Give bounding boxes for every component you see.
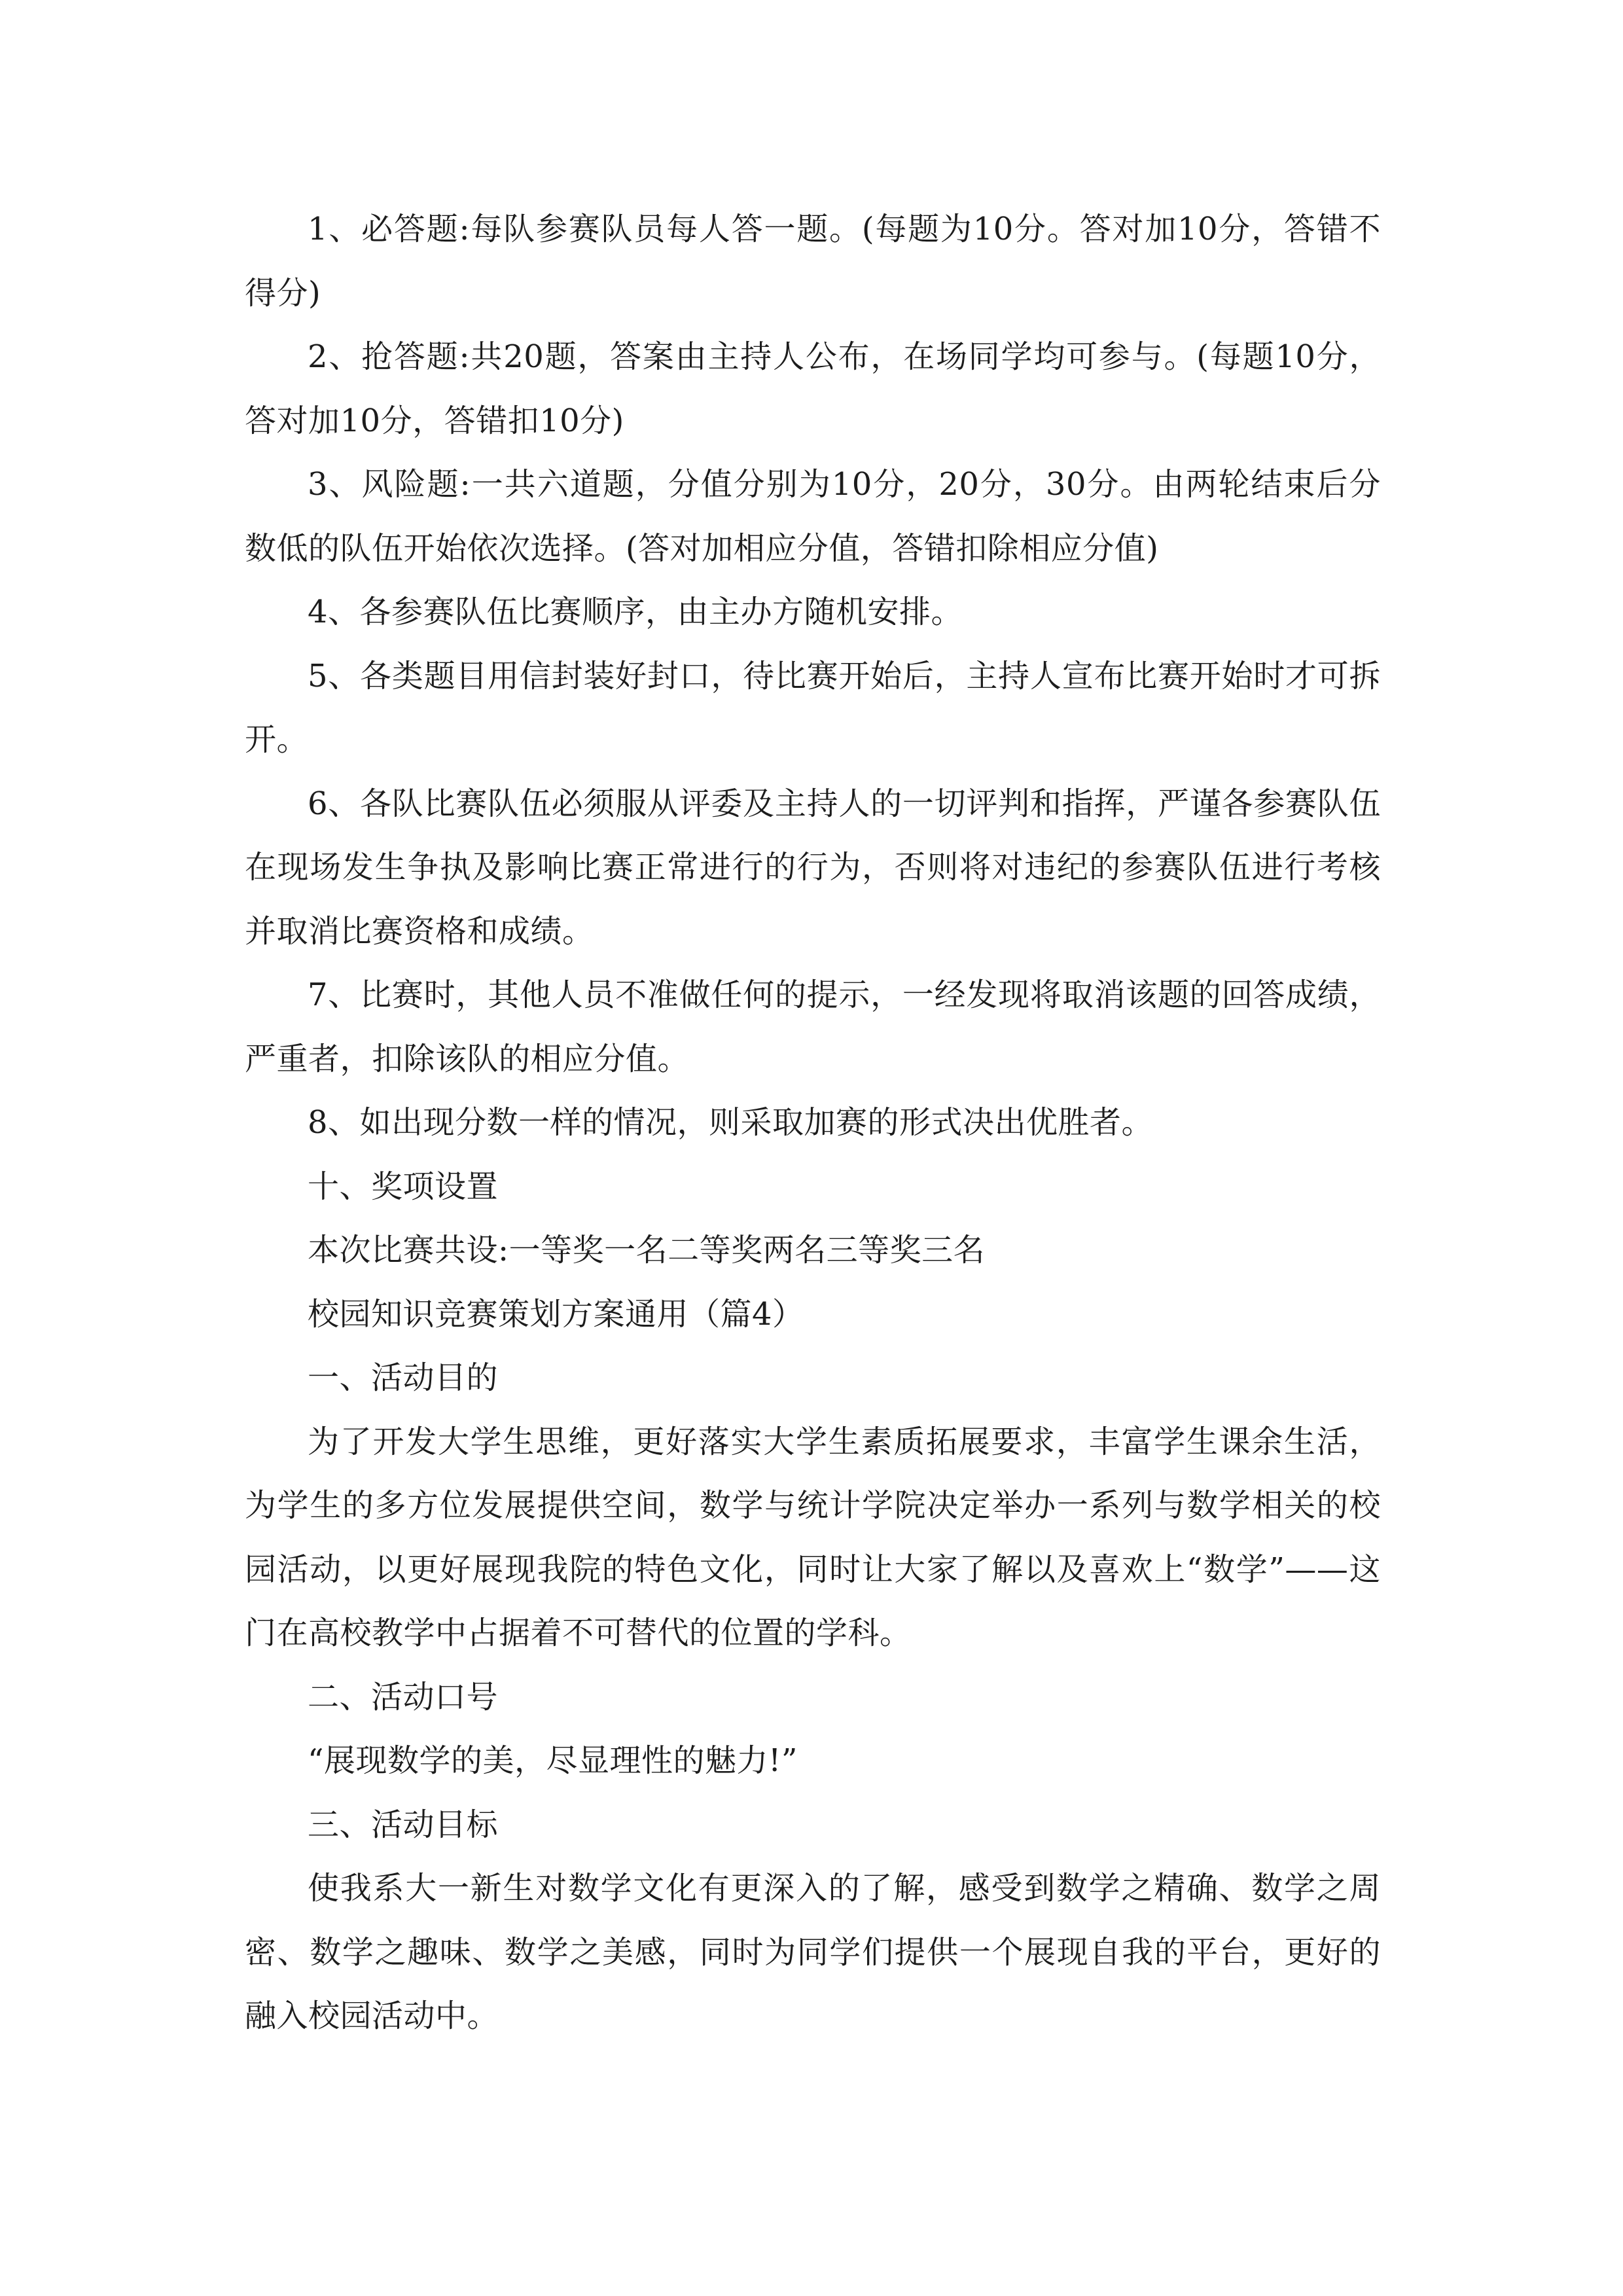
rule-7-paragraph: 7、比赛时，其他人员不准做任何的提示，一经发现将取消该题的回答成绩，严重者，扣除该队的相应分值。: [245, 977, 1381, 1077]
section-heading-awards: 十、奖项设置: [308, 1168, 499, 1205]
slogan-paragraph: “展现数学的美，尽显理性的魅力!”: [308, 1742, 798, 1779]
document-body: [245, 198, 1381, 2049]
rule-5-paragraph: 5、各类题目用信封装好封口，待比赛开始后，主持人宣布比赛开始时才可拆开。: [245, 657, 1381, 758]
rule-2-paragraph: 2、抢答题:共20题，答案由主持人公布，在场同学均可参与。(每题10分，答对加10分，答错扣10分): [245, 338, 1381, 439]
rule-4-paragraph: 4、各参赛队伍比赛顺序，由主办方随机安排。: [308, 594, 963, 630]
section-heading-goals: 三、活动目标: [308, 1806, 499, 1843]
section-heading-purpose: 一、活动目的: [308, 1359, 499, 1396]
rule-1-paragraph: 1、必答题:每队参赛队员每人答一题。(每题为10分。答对加10分，答错不得分): [245, 211, 1381, 312]
rule-8-paragraph: 8、如出现分数一样的情况，则采取加赛的形式决出优胜者。: [308, 1104, 1154, 1141]
awards-paragraph: 本次比赛共设:一等奖一名二等奖两名三等奖三名: [308, 1232, 986, 1268]
rule-6-paragraph: 6、各队比赛队伍必须服从评委及主持人的一切评判和指挥，严谨各参赛队伍在现场发生争执及影响比赛正常进行的行为，否则将对违纪的参赛队伍进行考核并取消比赛资格和成绩。: [245, 785, 1381, 950]
article-title: 校园知识竞赛策划方案通用（篇4）: [308, 1295, 804, 1333]
goals-paragraph: 使我系大一新生对数学文化有更深入的了解，感受到数学之精确、数学之周密、数学之趣味、数学之美感，同时为同学们提供一个展现自我的平台，更好的融入校园活动中。: [245, 1870, 1381, 2034]
section-heading-slogan: 二、活动口号: [308, 1678, 499, 1715]
purpose-paragraph: 为了开发大学生思维，更好落实大学生素质拓展要求，丰富学生课余生活，为学生的多方位发展提供空间，数学与统计学院决定举办一系列与数学相关的校园活动，以更好展现我院的特色文化，同时让大家了解以及喜欢上“数学”——这门在高校教学中占据着不可替代的位置的学科。: [245, 1423, 1381, 1651]
rule-3-paragraph: 3、风险题:一共六道题，分值分别为10分，20分，30分。由两轮结束后分数低的队伍开始依次选择。(答对加相应分值，答错扣除相应分值): [245, 466, 1381, 567]
